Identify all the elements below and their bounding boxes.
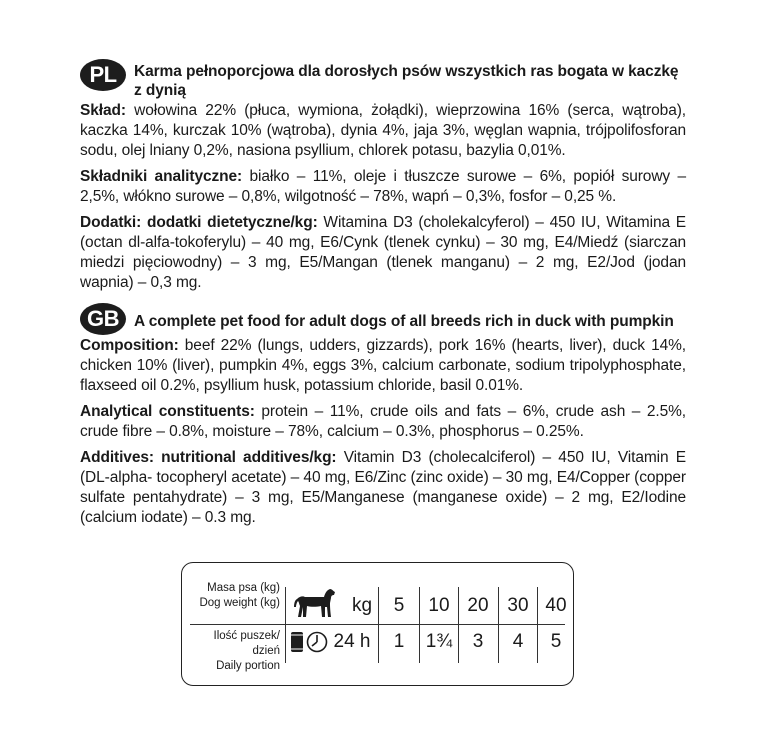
portion-value: 1¾ [425,631,453,652]
gb-analytical-text: protein – 11%, crude oils and fats – 6%, crude ash – 2.5%, crude fibre – 0.8%, moisture – 78%, calcium – 0.3%, phosphorus – 0.25%. [80,403,687,440]
gb-analytical-label: Analytical constituents: [80,403,255,420]
gb-badge: GB [80,303,126,335]
gb-analytical [80,402,686,442]
gb-additives-label: Additives: nutritional additives/kg: [80,449,337,466]
weight-value: 40 [545,595,567,616]
gb-composition-label: Composition: [80,337,179,354]
pl-heading [80,62,686,100]
weight-value: 5 [393,595,405,616]
gb-composition [80,336,686,396]
pl-additives-label: Dodatki: dodatki dietetyczne/kg: [80,214,318,231]
portion-value: 3 [472,631,484,652]
pl-analytical-text: białko – 11%, oleje i tłuszcze surowe – 6%, popiół surowy – 2,5%, włókno surowe – 0,8%, wilgotność – 78%, wapń – 0,3%, fosfor – 0,25 %. [80,168,686,205]
pl-section [80,62,686,299]
gb-title: A complete pet food for adult dogs of all breeds rich in duck with pumpkin [134,313,674,330]
pl-analytical [80,167,686,207]
pl-additives [80,213,686,293]
weight-value: 20 [467,595,489,616]
column-divider [285,587,286,663]
column-divider [378,587,379,663]
weight-label-en: Dog weight (kg) [199,597,280,609]
weight-label [186,581,280,611]
weight-label-pl: Masa psa (kg) [207,582,280,594]
pl-title: Karma pełnoporcjowa dla dorosłych psów wszystkich ras bogata w kaczkę z dynią [134,63,679,99]
weight-value: 30 [507,595,529,616]
portion-label-en: Daily portion [216,660,280,672]
gb-additives-text: Vitamin D3 (cholecalciferol) – 450 IU, Vitamin E (DL-alpha- tocopheryl acetate) – 40 mg, E6/Zinc (zinc oxide) – 30 mg, E4/Copper (copper sulfate pentahydrate) – 3 mg, E5/Manganese (manganese oxide) – 2 mg, E2/Iodine (calcium iodate) – 0.3 mg. [80,449,686,526]
gb-additives [80,448,686,528]
pl-badge: PL [80,59,126,91]
pl-composition-label: Skład: [80,102,126,119]
pl-composition-text: wołowina 22% (płuca, wymiona, żołądki), wieprzowina 16% (serca, wątroba), kaczka 14%, kurczak 10% (wątroba), dynia 4%, jaja 3%, węglan wapnia, trójpolifosforan sodu, olej lniany 0,2%, nasiona psyllium, chlorek potasu, bazylia 0,01%. [80,102,686,159]
dog-icon [294,585,336,619]
portion-value: 1 [393,631,405,652]
portion-value: 5 [550,631,562,652]
pl-composition [80,101,686,161]
portion-value: 4 [512,631,524,652]
can-icon [290,631,304,653]
weight-value: 10 [428,595,450,616]
weight-unit: kg [351,595,373,616]
clock-icon [306,631,328,653]
period-label: 24 h [333,631,371,652]
pl-analytical-label: Składniki analityczne: [80,168,243,185]
portion-label-pl: Ilość puszek/ dzień [213,630,280,657]
gb-heading [80,306,686,335]
gb-section [80,306,686,534]
pl-additives-text: Witamina D3 (cholekalcyferol) – 450 IU, Witamina E (octan dl-alfa-tokoferylu) – 40 mg, E6/Cynk (tlenek cynku) – 30 mg, E4/Miedź (siarczan miedzi pięciowodny) – 3 mg, E5/Mangan (tlenek manganu) – 2 mg, E2/Jod (jodan wapnia) – 0,3 mg. [80,214,687,291]
portion-label [186,629,280,674]
dosage-table [181,562,574,686]
gb-composition-text: beef 22% (lungs, udders, gizzards), pork 16% (hearts, liver), duck 14%, chicken 10% (liver), pumpkin 4%, eggs 3%, calcium carbonate, sodium tripolyphosphate, flaxseed oil 0.2%, psyllium husk, potassium chloride, basil 0.01%. [80,337,686,394]
